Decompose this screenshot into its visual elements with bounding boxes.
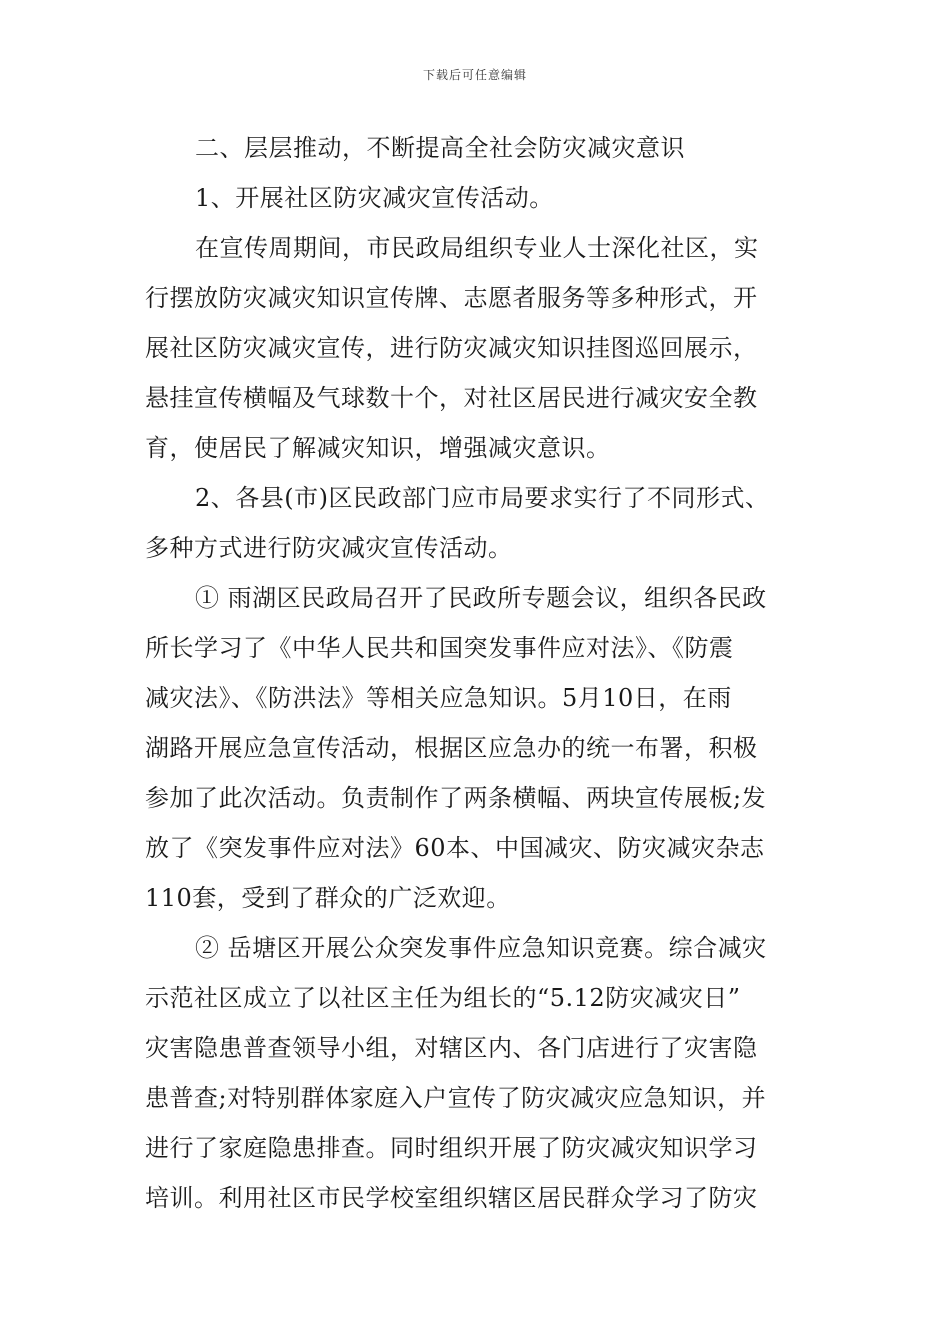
paragraph-line: 减灾法》、《防洪法》等相关应急知识。5月10日，在雨 <box>145 684 732 712</box>
subsection-heading: 2、各县(市)区民政部门应市局要求实行了不同形式、 <box>195 484 770 512</box>
paragraph-line: 进行了家庭隐患排查。同时组织开展了防灾减灾知识学习 <box>145 1134 758 1162</box>
paragraph-line: 灾害隐患普查领导小组，对辖区内、各门店进行了灾害隐 <box>145 1034 758 1062</box>
paragraph-line: 行摆放防灾减灾知识宣传牌、志愿者服务等多种形式，开 <box>145 284 758 312</box>
paragraph-line: 多种方式进行防灾减灾宣传活动。 <box>145 534 513 562</box>
paragraph-line: 患普查;对特别群体家庭入户宣传了防灾减灾应急知识，并 <box>145 1084 767 1112</box>
document-body <box>145 123 815 1223</box>
paragraph-line: 参加了此次活动。负责制作了两条横幅、两块宣传展板;发 <box>145 784 767 812</box>
paragraph-line: 放了《突发事件应对法》60本、中国减灾、防灾减灾杂志 <box>145 834 765 862</box>
subsection-heading: 1、开展社区防灾减灾宣传活动。 <box>195 184 554 212</box>
paragraph-line: 湖路开展应急宣传活动，根据区应急办的统一布署，积极 <box>145 734 758 762</box>
paragraph-line: 110套，受到了群众的广泛欢迎。 <box>145 884 511 912</box>
paragraph-line: ② 岳塘区开展公众突发事件应急知识竞赛。综合减灾 <box>195 934 767 962</box>
page-header-note: 下载后可任意编辑 <box>422 68 527 82</box>
paragraph-line: 育，使居民了解减灾知识，增强减灾意识。 <box>145 434 611 462</box>
section-heading: 二、层层推动，不断提高全社会防灾减灾意识 <box>195 134 685 162</box>
paragraph-line: 展社区防灾减灾宣传，进行防灾减灾知识挂图巡回展示， <box>145 334 758 362</box>
paragraph-line: 所长学习了《中华人民共和国突发事件应对法》、《防震 <box>145 634 734 662</box>
paragraph-line: 悬挂宣传横幅及气球数十个，对社区居民进行减灾安全教 <box>145 384 758 412</box>
paragraph-line: 在宣传周期间，市民政局组织专业人士深化社区，实 <box>195 234 759 262</box>
paragraph-line: ① 雨湖区民政局召开了民政所专题会议，组织各民政 <box>195 584 767 612</box>
paragraph-line: 示范社区成立了以社区主任为组长的“5.12防灾减灾日” <box>145 984 741 1012</box>
paragraph-line: 培训。利用社区市民学校室组织辖区居民群众学习了防灾 <box>145 1184 758 1212</box>
